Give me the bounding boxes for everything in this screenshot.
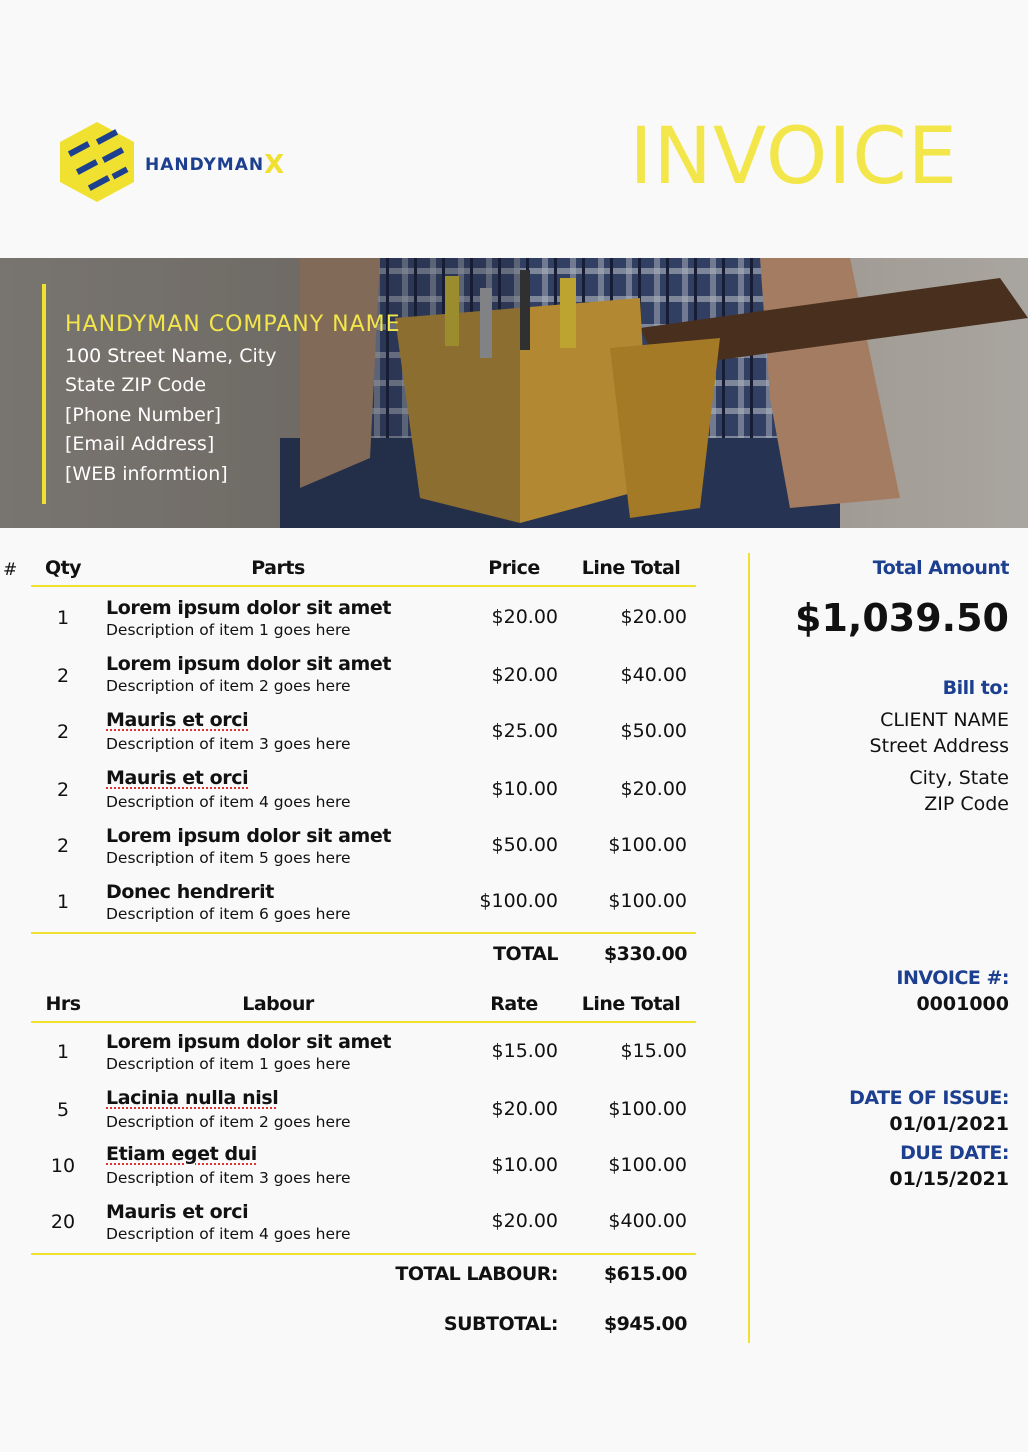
parts-total-divider (31, 932, 696, 934)
item-description: Description of item 2 goes here (106, 1113, 351, 1131)
qty-cell: 1 (56, 607, 70, 629)
price-cell: $20.00 (491, 606, 558, 628)
line-total-cell: $40.00 (620, 664, 687, 686)
item-name: Mauris et orci (106, 1201, 249, 1223)
due-date: 01/15/2021 (889, 1168, 1009, 1190)
subtotal-label: SUBTOTAL: (443, 1313, 558, 1335)
row-number-header: # (3, 560, 18, 580)
line-total-cell: $15.00 (620, 1040, 687, 1062)
parts-price-header: Price (488, 557, 540, 579)
qty-cell: 1 (56, 891, 70, 913)
item-description: Description of item 4 goes here (106, 1225, 351, 1243)
client-city-state: City, State (909, 767, 1009, 789)
price-cell: $50.00 (491, 834, 558, 856)
bill-to-label: Bill to: (942, 677, 1009, 699)
total-amount-label: Total Amount (872, 557, 1009, 579)
item-name: Etiam eget dui (106, 1143, 257, 1165)
date-of-issue: 01/01/2021 (889, 1113, 1009, 1135)
qty-cell: 2 (56, 721, 70, 743)
line-total-cell: $100.00 (608, 890, 687, 912)
labour-total-divider (31, 1253, 696, 1255)
price-cell: $10.00 (491, 778, 558, 800)
labour-total-value: $615.00 (603, 1263, 687, 1285)
price-cell: $25.00 (491, 720, 558, 742)
qty-cell: 2 (56, 665, 70, 687)
invoice-number-label: INVOICE #: (896, 967, 1009, 989)
parts-total-label: TOTAL (493, 943, 558, 965)
item-description: Description of item 3 goes here (106, 735, 351, 753)
rate-cell: $20.00 (491, 1098, 558, 1120)
labour-hrs-header: Hrs (45, 993, 81, 1015)
item-description: Description of item 3 goes here (106, 1169, 351, 1187)
logo-icon (58, 120, 136, 204)
parts-line-total-header: Line Total (581, 557, 681, 579)
line-total-cell: $400.00 (608, 1210, 687, 1232)
item-description: Description of item 1 goes here (106, 1055, 351, 1073)
item-description: Description of item 5 goes here (106, 849, 351, 867)
client-name: CLIENT NAME (880, 709, 1009, 731)
parts-qty-header: Qty (44, 557, 82, 579)
parts-header-divider (31, 585, 696, 587)
labour-rate-header: Rate (490, 993, 538, 1015)
labour-line-total-header: Line Total (581, 993, 681, 1015)
item-name: Lorem ipsum dolor sit amet (106, 653, 392, 675)
rate-cell: $15.00 (491, 1040, 558, 1062)
company-info (65, 310, 401, 489)
qty-cell: 2 (56, 779, 70, 801)
invoice-title: INVOICE (629, 112, 958, 202)
company-phone: [Phone Number] (65, 403, 222, 426)
hrs-cell: 5 (56, 1099, 70, 1121)
item-name: Donec hendrerit (106, 881, 274, 903)
line-total-cell: $20.00 (620, 778, 687, 800)
total-amount-value: $1,039.50 (795, 596, 1009, 640)
price-cell: $100.00 (479, 890, 558, 912)
qty-cell: 2 (56, 835, 70, 857)
logo-wordmark: HANDYMANX (145, 150, 285, 180)
item-name: Lacinia nulla nisl (106, 1087, 279, 1109)
date-of-issue-label: DATE OF ISSUE: (849, 1087, 1009, 1109)
subtotal-value: $945.00 (603, 1313, 687, 1335)
item-description: Description of item 1 goes here (106, 621, 351, 639)
item-name: Lorem ipsum dolor sit amet (106, 597, 392, 619)
client-zip: ZIP Code (924, 793, 1009, 815)
item-description: Description of item 2 goes here (106, 677, 351, 695)
rate-cell: $10.00 (491, 1154, 558, 1176)
price-cell: $20.00 (491, 664, 558, 686)
item-description: Description of item 6 goes here (106, 905, 351, 923)
company-address-line-1: 100 Street Name, City (65, 344, 277, 367)
labour-header-divider (31, 1021, 696, 1023)
company-address-line-2: State ZIP Code (65, 374, 207, 396)
item-name: Lorem ipsum dolor sit amet (106, 1031, 392, 1053)
hrs-cell: 1 (56, 1041, 70, 1063)
invoice-number: 0001000 (916, 993, 1009, 1015)
item-name: Mauris et orci (106, 767, 249, 789)
item-name: Mauris et orci (106, 709, 249, 731)
company-web: [WEB informtion] (65, 462, 228, 485)
item-name: Lorem ipsum dolor sit amet (106, 825, 392, 847)
labour-total-label: TOTAL LABOUR: (395, 1263, 558, 1285)
line-total-cell: $100.00 (608, 1098, 687, 1120)
banner-accent-bar (42, 284, 46, 504)
company-name: HANDYMAN COMPANY NAME (65, 312, 401, 337)
parts-item-header: Parts (251, 557, 305, 579)
client-street: Street Address (869, 735, 1009, 757)
line-total-cell: $100.00 (608, 1154, 687, 1176)
line-total-cell: $100.00 (608, 834, 687, 856)
hrs-cell: 10 (50, 1155, 76, 1177)
line-total-cell: $50.00 (620, 720, 687, 742)
due-date-label: DUE DATE: (900, 1142, 1009, 1164)
item-description: Description of item 4 goes here (106, 793, 351, 811)
rate-cell: $20.00 (491, 1210, 558, 1232)
company-email: [Email Address] (65, 433, 215, 455)
line-total-cell: $20.00 (620, 606, 687, 628)
summary-divider (748, 553, 750, 1343)
hrs-cell: 20 (50, 1211, 76, 1233)
parts-total-value: $330.00 (603, 943, 687, 965)
labour-item-header: Labour (242, 993, 314, 1015)
